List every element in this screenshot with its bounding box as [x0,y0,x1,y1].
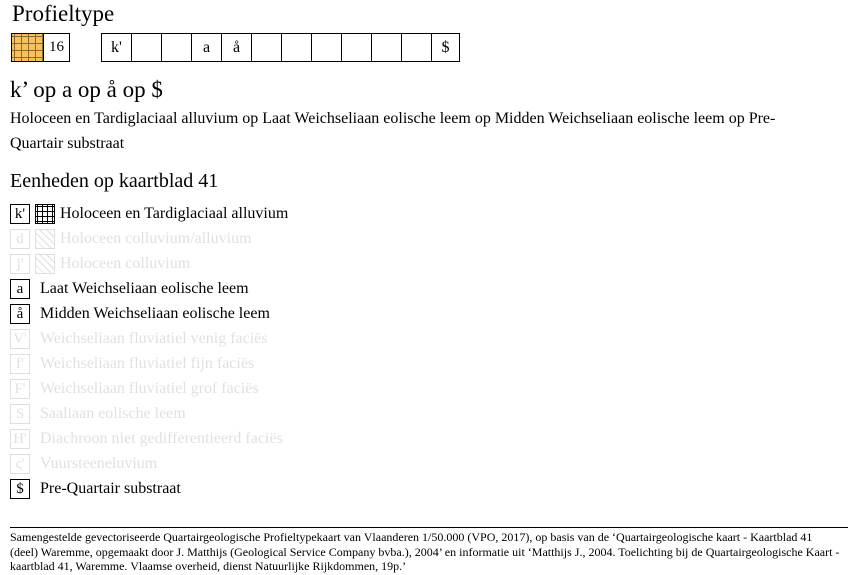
sequence-cell [252,34,282,61]
profile-formula: k’ op a op å op $ [10,77,163,102]
legend-label: Pre-Quartair substraat [40,479,181,497]
sequence-cell: å [222,34,252,61]
hatch-pattern-icon [35,254,55,274]
legend-code: å [10,304,30,324]
legend-code: f' [10,354,30,374]
sequence-cell [372,34,402,61]
legend-code: $ [10,479,30,499]
legend-item [10,476,288,501]
legend-item [10,226,288,251]
sequence-cell: a [192,34,222,61]
legend-item [10,301,288,326]
profile-color-swatch [12,34,44,61]
legend-item [10,276,288,301]
sequence-cell [162,34,192,61]
legend-item [10,401,288,426]
source-footnote: Samengestelde gevectoriseerde Quartairgeologische Profieltypekaart van Vlaanderen 1/50.000 (VPO, 2017), op basis van de ‘Quartairgeologische kaart - Kaartblad 41 (deel) Waremme, opgemaakt door J. Matthijs (Geological Service Company bvba.), 2004’ en informatie uit ‘Matthijs J., 2004. Toelichting bij de Quartairgeologische Kaart - kaartblad 41, Waremme. Vlaamse overheid, dienst Natuurlijke Rijkdommen, 19p.’ [10,530,840,573]
profile-type-swatch [11,33,70,62]
sequence-cell: k' [102,34,132,61]
legend-code: F' [10,379,30,399]
sequence-cell: $ [441,39,450,56]
legend-label: Weichseliaan fluviatiel grof faciës [40,379,259,397]
legend-item [10,351,288,376]
page-title: Profieltype [12,1,115,26]
sequence-cell [402,34,432,61]
legend-code: a [10,279,30,299]
legend-item [10,451,288,476]
unit-legend [10,201,288,501]
legend-code: ς' [10,454,30,474]
legend-item [10,326,288,351]
legend-title: Eenheden op kaartblad 41 [10,170,219,192]
legend-label: Saaliaan eolische leem [40,404,186,422]
legend-label: Weichseliaan fluviatiel fijn faciës [40,354,255,372]
profile-code: 16 [49,39,64,55]
legend-code: S [10,404,30,424]
legend-label: Weichseliaan fluviatiel venig faciës [40,329,268,347]
footer-divider [10,527,848,528]
sequence-cell [132,34,162,61]
legend-code: H' [10,429,30,449]
sequence-cell [312,34,342,61]
legend-label: Diachroon niet gedifferentieerd faciës [40,429,283,447]
legend-label: Holoceen colluvium [60,254,191,272]
grid-pattern-icon [35,204,55,224]
legend-label: Holoceen colluvium/alluvium [60,229,252,247]
legend-label: Holoceen en Tardiglaciaal alluvium [60,204,289,222]
legend-label: Laat Weichseliaan eolische leem [40,279,249,297]
legend-label: Midden Weichseliaan eolische leem [40,304,270,322]
legend-label: Vuursteeneluvium [40,454,158,472]
sequence-cell [342,34,372,61]
legend-item [10,251,288,276]
legend-item [10,426,288,451]
legend-code: k' [10,204,30,224]
legend-code: V' [10,329,30,349]
legend-code: d [10,229,30,249]
legend-item [10,376,288,401]
sequence-cell [282,34,312,61]
hatch-pattern-icon [35,229,55,249]
profile-description: Holoceen en Tardiglaciaal alluvium op Laat Weichseliaan eolische leem op Midden Weichseliaan eolische leem op Pre-Quartair substraat [10,110,776,152]
legend-code: j' [10,254,30,274]
legend-item [10,201,288,226]
unit-sequence-bar [101,33,460,62]
